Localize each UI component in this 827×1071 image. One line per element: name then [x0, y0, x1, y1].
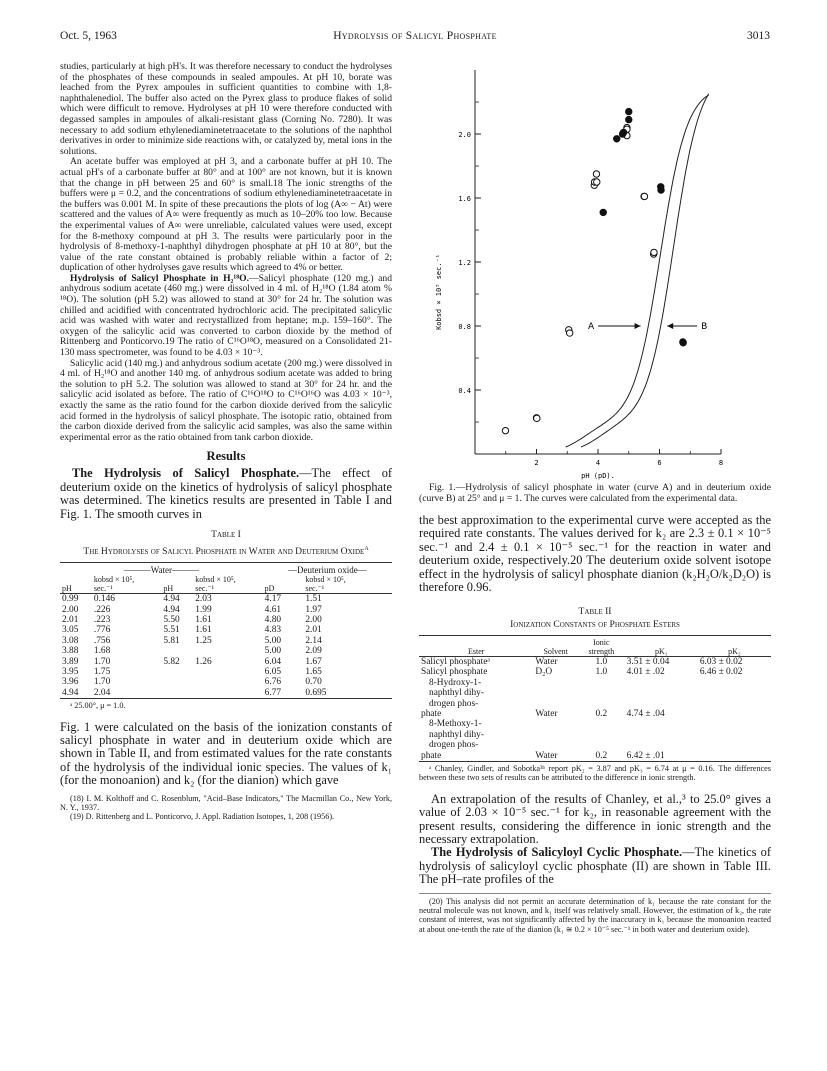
table-cell: 5.50 — [163, 614, 180, 625]
table-cell: 3.05 — [62, 625, 79, 636]
table-cell: 2.09 — [305, 646, 322, 657]
cyclic-text: —The kinetics of hydrolysis of salicyloyl cyclic phosphate (II) are shown in Table III. The pH–rate profiles of the — [419, 845, 771, 887]
table-cell: Water — [535, 656, 558, 667]
table-cell — [625, 740, 698, 750]
table-cell: 2.01 — [305, 625, 322, 636]
table-cell: 5.51 — [163, 625, 180, 636]
table2-footnote-text: ᵃ Chanley, Gindler, and Sobotka³ᵇ report pK₂ = 3.87 and pK₃ = 6.74 at μ = 0.16. The differences between these two sets of results can be attributed to the difference in ionic strength. — [419, 764, 771, 783]
curve-a — [566, 95, 709, 447]
paragraph: Fig. 1 were calculated on the basis of the ionization constants of salicyl phosphate in water and in deuterium oxide which are shown in Table II, and from estimated values for the rate constants of the hydrolysis of the individual ionic species. The values of k₁ (for the monoanion) and k₂ (for the dianion) which gave — [60, 719, 392, 788]
table-cell: 6.03 ± 0.02 — [699, 656, 743, 667]
table1-group-water: ———Water——— — [123, 564, 199, 575]
point-water — [567, 330, 573, 336]
table-cell — [698, 678, 771, 688]
table-row — [419, 688, 771, 698]
group-water-label: Water — [150, 564, 172, 575]
y-tick-label: 0.8 — [458, 323, 471, 331]
paragraph: the best approximation to the experimental curve were accepted as the required rate constants. The values derived for k₂ are 2.3 ± 0.1 × 10⁻⁵ sec.⁻¹ and 2.4 ± 0.1 × 10⁻⁵ sec.⁻¹ for the reaction in water and deuterium oxide, respectively.20 The deuterium oxide solvent isotope effect in the hydrolysis of salicyl phosphate dianion (k₂H₂O/k₂D₂O) is therefore 0.96. — [419, 513, 771, 595]
h218o-text: —Salicyl phosphate (120 mg.) and anhydrous sodium acetate (460 mg.) were dissolved in 4 ml. of H₂¹⁸O (1.84 atom % ¹⁸O). The solution (pH 5.2) was allowed to stand at 30° for 24 hr. The solution was chilled and acidified with concentrated hydrochloric acid. The precipitated salicylic acid was washed with water and recrystallized from heptane; m.p. 159–160°. The oxygen of the salicylic acid was converted to carbon dioxide by the method of Rittenberg and Ponticorvo.19 The ratio of C¹⁶O¹⁸O, measured on a Consolidated 21-130 mass spectrometer, was found to be 4.03 × 10⁻³. — [60, 272, 392, 359]
table-cell — [698, 699, 771, 709]
col-header-ph: pH — [163, 584, 174, 594]
footnote-20 — [419, 893, 771, 935]
arrow-a-head — [635, 323, 641, 329]
point-water — [651, 249, 657, 255]
table-row — [60, 615, 392, 625]
x-tick-label: 4 — [595, 459, 601, 467]
figure-1-plot — [419, 62, 771, 482]
table-row — [60, 667, 392, 677]
table-cell: 1.25 — [195, 635, 212, 646]
table-cell: 0.2 — [595, 750, 608, 761]
table-cell — [533, 719, 578, 729]
table-cell: 0.146 — [93, 594, 115, 605]
results-subheading: The Hydrolysis of Salicyl Phosphate. — [72, 466, 300, 481]
table-cell: 8-Hydroxy-1- — [429, 677, 482, 688]
table-cell — [698, 740, 771, 750]
table-cell: 4.17 — [264, 594, 282, 605]
table-row — [60, 646, 392, 656]
curve-a-label: A — [587, 322, 595, 332]
table-cell: 0.2 — [595, 708, 608, 719]
table-cell — [193, 646, 262, 656]
col-header: kobsd × 10⁵, — [305, 575, 346, 585]
table-cell: 1.65 — [305, 666, 322, 677]
table2-title: Ionization Constants of Phosphate Esters — [510, 619, 680, 631]
table-cell: 5.00 — [264, 646, 282, 657]
table-row — [60, 605, 392, 615]
table-cell — [533, 740, 578, 750]
table-cell: 6.77 — [264, 687, 282, 698]
table1-title-text: The Hydrolyses of Salicyl Phosphate in Water and Deuterium Oxide — [83, 546, 365, 558]
table-cell: naphthyl dihy- — [429, 688, 484, 699]
table-cell: 1.0 — [595, 656, 608, 667]
header-page-number: 3013 — [747, 30, 770, 42]
table-cell: 4.01 ± .02 — [626, 667, 665, 678]
table-cell: 5.00 — [264, 635, 282, 646]
x-tick-label: 2 — [534, 459, 539, 467]
table-row — [60, 688, 392, 699]
col-header-pk2: pK₂ — [728, 646, 741, 656]
col-header-solvent: Solvent — [543, 646, 568, 656]
y-tick-label: 2.0 — [458, 131, 471, 139]
table-cell: 5.82 — [163, 656, 180, 667]
table-cell: 2.01 — [62, 614, 79, 625]
point-d2o — [626, 108, 632, 114]
col-header-ionic: Ionic — [593, 637, 610, 647]
curve-b — [581, 94, 709, 447]
point-d2o — [614, 136, 620, 142]
table-cell: phate — [421, 708, 442, 719]
table-row — [419, 740, 771, 750]
table-cell — [193, 688, 262, 699]
table-cell: phate — [421, 750, 442, 761]
table-cell: .776 — [93, 625, 111, 636]
experimental-text — [60, 62, 392, 443]
table-cell: naphthyl dihy- — [429, 729, 484, 740]
col-header-unit: sec.⁻¹ — [93, 584, 113, 594]
figure-1-caption: Fig. 1.—Hydrolysis of salicyl phosphate in water (curve A) and in deuterium oxide (curve B) at 25° and μ = 1. The curves were calculated from the experimental data. — [419, 482, 771, 504]
table1-group-d2o: —Deuterium oxide— — [287, 564, 367, 575]
table-row — [60, 657, 392, 667]
point-water — [594, 179, 600, 185]
table-cell: 1.99 — [195, 604, 212, 615]
right-column — [419, 62, 771, 934]
paragraph: studies, particularly at high pH's. It was therefore necessary to conduct the hydrolyses of the phosphates of these compounds in sealed ampoules. At pH 10, borate was leached from the Pyrex ampoules in sufficient quantities to combine with 1,8-naphthalenediol. The buffer also acted on the Pyrex glass to produce flakes of solid which were difficult to remove. Hydrolyses at pH 10 were therefore conducted with degassed samples in ampoules of alkali-resistant glass (Corning No. 7280). It was necessary to add sodium ethylenediaminetetraacetate to the solutions of the naphthol derivatives in order to minimize side reactions with, or catalyzed by, metal ions in the solutions. — [60, 61, 392, 157]
table-row — [419, 719, 771, 729]
y-tick-label: 0.4 — [458, 387, 471, 395]
y-tick-label: 1.6 — [458, 195, 471, 203]
point-d2o — [620, 129, 626, 135]
table-cell: 0.695 — [305, 687, 327, 698]
table1 — [60, 562, 392, 699]
point-water — [593, 171, 599, 177]
table-row — [419, 751, 771, 762]
header-title: Hydrolysis of Salicyl Phosphate — [333, 30, 497, 42]
table-cell — [533, 699, 578, 709]
table-cell: 1.0 — [595, 667, 608, 678]
right-text-1 — [419, 514, 771, 594]
table-cell: 2.00 — [62, 604, 79, 615]
y-tick-label: 1.2 — [458, 259, 471, 267]
table-row — [60, 677, 392, 687]
table-cell — [161, 677, 193, 687]
table-cell: 8-Methoxy-1- — [429, 719, 482, 730]
table-cell: .223 — [93, 614, 111, 625]
table-cell: Water — [535, 708, 558, 719]
left-column — [60, 62, 392, 822]
table-cell: 1.70 — [93, 677, 111, 688]
table-cell — [161, 667, 193, 677]
table-cell: 4.94 — [163, 604, 180, 615]
table-cell — [193, 667, 262, 677]
table-cell: 4.61 — [264, 604, 282, 615]
table-cell: 3.08 — [62, 635, 79, 646]
table-cell — [578, 688, 625, 698]
table-row — [419, 709, 771, 719]
y-axis-label: Kobsd × 10⁵ sec.⁻¹ — [435, 254, 443, 330]
paragraph: An extrapolation of the results of Chanley, et al.,³ to 25.0° gives a value of 2.03 × 10⁻⁵ sec.⁻¹ for k₂, in reasonable agreement with the present results, considering the difference in ionic strength and the necessary extrapolation. — [419, 791, 771, 847]
table1-footnote: ᵃ 25.00°, μ = 1.0. — [70, 701, 126, 711]
point-d2o — [658, 187, 664, 193]
table-cell: 5.81 — [163, 635, 180, 646]
table-cell — [161, 688, 193, 699]
table-row — [419, 667, 771, 677]
table-row — [419, 730, 771, 740]
footnote-18: (18) I. M. Kolthoff and C. Rosenblum, "Acid–Base Indicators," The Macmillan Co., New York, N. Y., 1937. — [60, 793, 392, 812]
table-cell: 0.99 — [62, 594, 79, 605]
table-cell: 3.96 — [62, 677, 79, 688]
table-cell — [193, 677, 262, 687]
point-water — [641, 193, 647, 199]
paragraph — [60, 274, 392, 359]
results-text — [60, 467, 392, 521]
table-cell — [533, 730, 578, 740]
table-cell — [698, 730, 771, 740]
table-cell: 1.61 — [195, 614, 212, 625]
table-cell — [698, 688, 771, 698]
cyclic-heading: The Hydrolysis of Salicyloyl Cyclic Phosphate. — [431, 845, 683, 860]
point-water — [502, 427, 508, 433]
table-cell: 1.26 — [195, 656, 212, 667]
table-cell: Salicyl phosphate — [421, 667, 488, 678]
col-header-ester: Ester — [467, 646, 485, 656]
col-header-unit: sec.⁻¹ — [305, 584, 325, 594]
table-row — [419, 678, 771, 688]
table-cell: 4.94 — [62, 687, 79, 698]
point-d2o — [600, 209, 606, 215]
arrow-b-head — [667, 323, 673, 329]
table-row — [60, 594, 392, 605]
table-cell — [698, 709, 771, 719]
point-d2o — [680, 340, 686, 346]
table-cell: 2.04 — [93, 687, 111, 698]
table-cell: 2.00 — [305, 614, 322, 625]
table1-title-mark: a — [364, 543, 369, 552]
table-cell — [578, 740, 625, 750]
table-cell: 6.76 — [264, 677, 282, 688]
table-cell — [161, 646, 193, 656]
table-cell: 1.97 — [305, 604, 322, 615]
results-heading: Results — [206, 449, 246, 464]
table2-footnote — [419, 764, 771, 783]
left-bottom-text — [60, 721, 392, 788]
right-text-2 — [419, 793, 771, 887]
table-cell — [533, 678, 578, 688]
col-header-unit: sec.⁻¹ — [195, 584, 215, 594]
table-cell: 2.03 — [195, 594, 212, 605]
table2 — [419, 635, 771, 762]
table-cell: 1.68 — [93, 646, 111, 657]
table1-title — [60, 542, 392, 558]
table-cell — [698, 751, 771, 762]
footnote-20-text: (20) This analysis did not permit an accurate determination of k₁ because the rate constant for the neutral molecule was not known, and k₁ itself was relatively small. However, the estimation of k₂, the rate constant of interest, was not significantly affected by the inaccuracy in k₁ because the monoanion reacted at about one-tenth the rate of the dianion (k₁ ≅ 0.2 × 10⁻⁵ sec.⁻¹ in both water and deuterium oxide). — [419, 896, 771, 934]
table-cell — [625, 678, 698, 688]
table-cell: 3.95 — [62, 666, 79, 677]
table-cell: drogen phos- — [429, 740, 479, 751]
table-cell: Salicyl phosphateᵃ — [421, 656, 490, 667]
table-cell: 1.51 — [305, 594, 322, 605]
table-cell — [578, 678, 625, 688]
table-cell: 4.94 — [163, 594, 180, 605]
table-cell — [625, 730, 698, 740]
subheading-h218o: Hydrolysis of Salicyl Phosphate in H₂¹⁸O. — [70, 272, 250, 284]
table-cell: drogen phos- — [429, 698, 479, 709]
table-cell — [578, 699, 625, 709]
point-water — [534, 415, 540, 421]
table-cell: .756 — [93, 635, 111, 646]
header-date: Oct. 5, 1963 — [60, 30, 117, 42]
table-cell — [625, 699, 698, 709]
table-row — [60, 636, 392, 646]
table-cell: 1.67 — [305, 656, 322, 667]
table-cell: .226 — [93, 604, 111, 615]
x-tick-label: 6 — [657, 459, 662, 467]
table-cell: 1.75 — [93, 666, 111, 677]
col-header-ph: pH — [62, 584, 72, 594]
table-row — [419, 656, 771, 667]
results-paragraph: —The effect of deuterium oxide on the kinetics of hydrolysis of salicyl phosphate was determined. The kinetics results are presented in Table I and Fig. 1. The smooth curves in — [60, 466, 393, 521]
running-header — [60, 30, 770, 46]
table-cell — [625, 688, 698, 698]
table1-label: Table I — [211, 529, 241, 540]
x-tick-label: 8 — [718, 459, 724, 467]
x-axis-label: pH (pD). — [581, 472, 615, 480]
table-cell: 4.80 — [264, 614, 282, 625]
table-row — [419, 699, 771, 709]
table-cell: 6.04 — [264, 656, 282, 667]
table-cell: 6.42 ± .01 — [626, 750, 665, 761]
table-cell: 1.61 — [195, 625, 212, 636]
table-cell: 3.88 — [62, 646, 79, 657]
table-cell: 1.70 — [93, 656, 111, 667]
left-footnotes — [60, 794, 392, 822]
footnote-19: (19) D. Rittenberg and L. Ponticorvo, J. Appl. Radiation Isotopes, 1, 208 (1956). — [70, 812, 335, 822]
col-header-pk1: pK₁ — [654, 646, 668, 656]
table-cell: 4.83 — [264, 625, 282, 636]
table-row — [60, 625, 392, 635]
table-cell: 6.46 ± 0.02 — [699, 667, 743, 678]
table-cell: Water — [535, 750, 558, 761]
table-cell: 3.51 ± 0.04 — [626, 656, 670, 667]
col-header-pd: pD — [264, 584, 275, 594]
group-d2o-label: Deuterium oxide — [296, 564, 358, 575]
table-cell: 2.14 — [305, 635, 322, 646]
col-header: kobsd × 10⁵, — [93, 575, 135, 585]
table-cell: 6.05 — [264, 666, 282, 677]
table-cell — [698, 719, 771, 729]
table-cell: D₂O — [535, 667, 553, 678]
table-cell — [625, 719, 698, 729]
figure-1 — [419, 62, 771, 482]
point-d2o — [626, 116, 632, 122]
table-cell — [578, 719, 625, 729]
table2-label: Table II — [578, 606, 612, 618]
table-cell: 0.70 — [305, 677, 322, 688]
table-cell — [533, 688, 578, 698]
col-header: kobsd × 10⁵, — [195, 575, 236, 585]
table-cell: 3.89 — [62, 656, 79, 667]
table-cell — [578, 730, 625, 740]
curve-b-label: B — [701, 322, 708, 332]
paragraph: Salicylic acid (140 mg.) and anhydrous sodium acetate (200 mg.) were dissolved in 4 ml. of H₂¹⁸O and another 140 mg. of anhydrous sodium acetate was added to bring the solution to pH 5.2. The solution was allowed to stand at 30° for 24 hr. and the salicylic acid isolated as before. The ratio of C¹⁶O¹⁸O to C¹⁶O¹⁶O was 4.03 × 10⁻³, exactly the same as the ratio found for the carbon dioxide derived from the salicylic acid formed in the hydrolysis of salicyl phosphate. The isotopic ratio, obtained from the carbon dioxide derived from the salicylic acid samples, was also the same within experimental error as the ratio obtained from tank carbon dioxide. — [60, 357, 392, 443]
col-header-strength: strength — [588, 646, 615, 656]
paragraph: An acetate buffer was employed at pH 3, and a carbonate buffer at pH 10. The actual pH's of a carbonate buffer at 80° and at 100° are not known, but it is known that the change in pH between 25 and 60° is small.18 The ionic strengths of the buffers were μ = 0.2, and the concentrations of sodium ethylenediaminetetraacetate in the buffers was 0.001 M. In spite of these precautions the plots of log (A∞ − At) were scattered and the values of A∞ were frequently as much as 10–20% too low. Because the experimental values of A∞ were unreliable, calculated values were used, except for the 8-methoxy compound at pH 3. The results were particularly poor in the hydrolysis of 8-methoxy-1-naphthyl dihydrogen phosphate at pH 10 at 80°, but the value of the rate constant obtained is probably reliable within a factor of 2; duplication of other hydrolyses gave results which agreed to 4% or better. — [60, 156, 392, 274]
table-cell: 4.74 ± .04 — [626, 708, 665, 719]
